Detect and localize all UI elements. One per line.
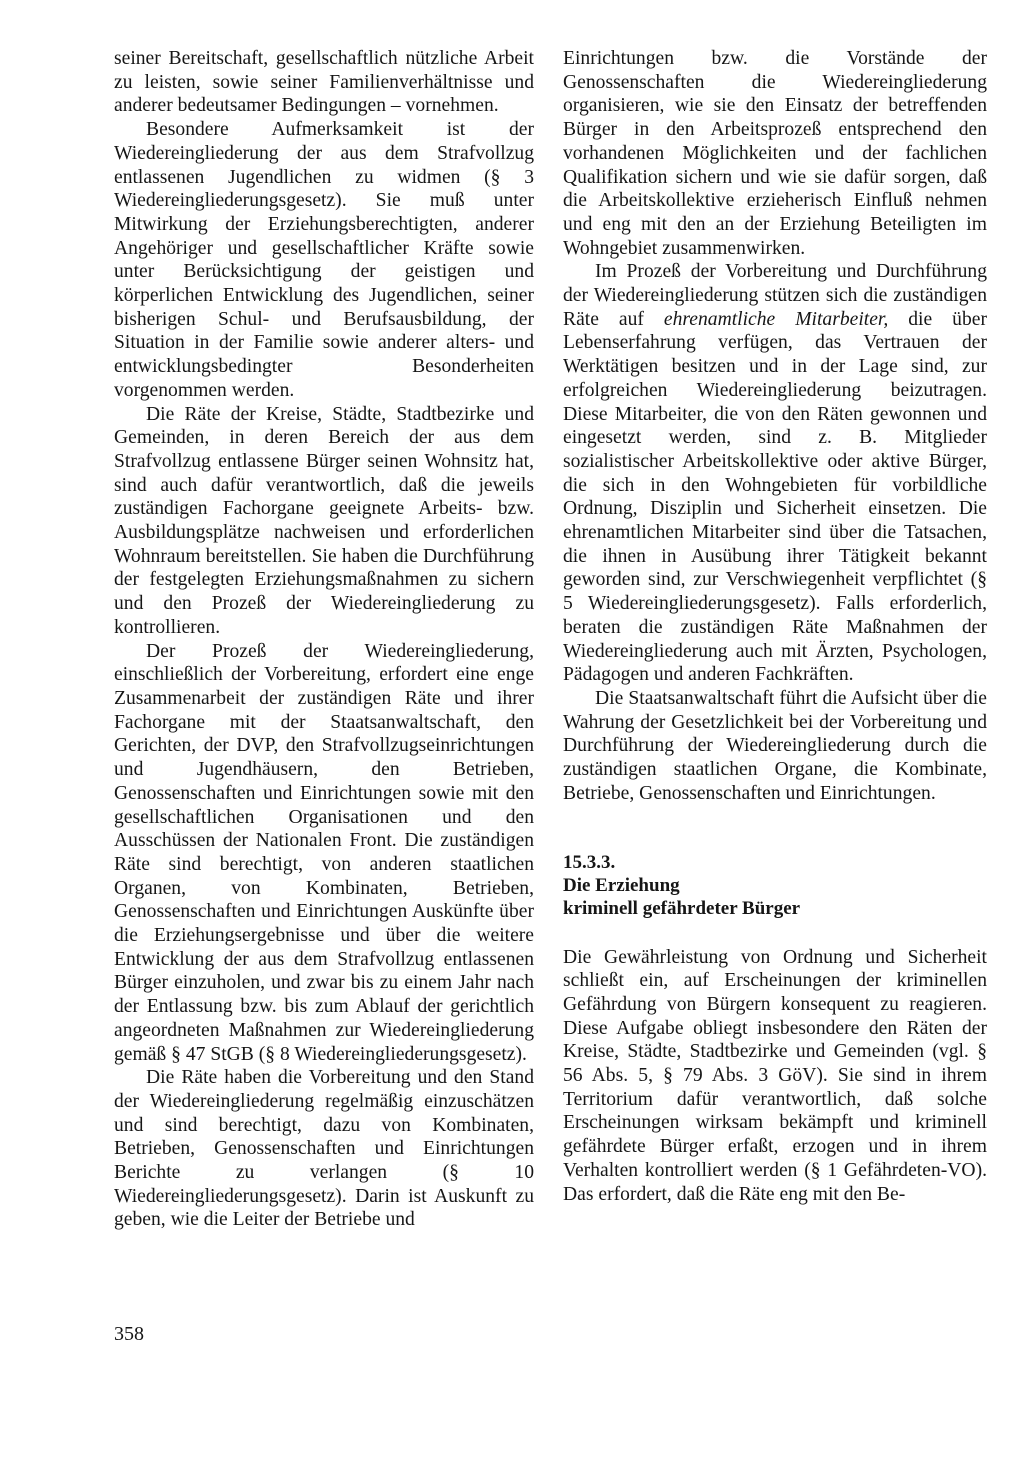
left-column [114, 47, 534, 1232]
paragraph [563, 260, 987, 687]
page-number: 358 [114, 1323, 144, 1345]
paragraph: Der Prozeß der Wiedereingliederung, einschließlich der Vorbereitung, erfordert eine enge Zusammenarbeit der zuständigen Räte und ihrer Fachorgane mit der Staatsanwaltschaft, den Gerichten, der DVP, den Strafvollzugseinrichtungen und Jugendhäusern, den Betrieben, Genossenschaften und Einrichtungen sowie mit den gesellschaftlichen Organisationen und den Ausschüssen der Nationalen Front. Die zuständigen Räte sind berechtigt, von anderen staatlichen Organen, von Kombinaten, Betrieben, Genossenschaften und Einrichtungen Auskünfte über die Erziehungsergebnisse und über die weitere Entwicklung der aus dem Strafvollzug entlassenen Bürger einzuholen, und zwar bis zu einem Jahr nach der Entlassung bzw. bis zum Ablauf der gerichtlich angeordneten Maßnahmen zur Wiedereingliederung gemäß § 47 StGB (§ 8 Wiedereingliederungsgesetz). [114, 640, 534, 1065]
paragraph: Einrichtungen bzw. die Vorstände der Genossenschaften die Wiedereingliederung organisieren, wie sie den Einsatz der betreffenden Bürger in den Arbeitsprozeß entsprechend den vorhandenen Möglichkeiten und der fachlichen Qualifikation sichern und wie sie dafür sorgen, daß die Arbeitskollektive erzieherisch Einfluß nehmen und eng mit den an der Erziehung Beteiligten im Wohngebiet zusammenwirken. [563, 48, 987, 259]
paragraph: Die Räte der Kreise, Städte, Stadtbezirke und Gemeinden, in deren Bereich der aus dem Strafvollzug entlassene Bürger seinen Wohnsitz hat, sind auch dafür verantwortlich, daß die jeweils zuständigen Fachorgane geeignete Arbeits- bzw. Ausbildungsplätze nachweisen und erforderlichen Wohnraum bereitstellen. Sie haben die Durchführung der festgelegten Erziehungsmaßnahmen zu sichern und den Prozeß der Wiedereingliederung zu kontrollieren. [114, 403, 534, 638]
section-title-line: kriminell gefährdeter Bürger [563, 897, 801, 919]
right-column [563, 47, 987, 1206]
paragraph: seiner Bereitschaft, gesellschaftlich nützliche Arbeit zu leisten, sowie seiner Familienverhältnisse und anderer bedeutsamer Bedingungen – vornehmen. [114, 48, 534, 117]
paragraph: Die Räte haben die Vorbereitung und den Stand der Wiedereingliederung regelmäßig einzuschätzen und sind berechtigt, dazu von Kombinaten, Betrieben, Genossenschaften und Einrichtungen Berichte zu verlangen (§ 10 Wiedereingliederungsgesetz). Darin ist Auskunft zu geben, wie die Leiter der Betriebe und [114, 1067, 534, 1231]
paragraph: Besondere Aufmerksamkeit ist der Wiedereingliederung der aus dem Strafvollzug entlassenen Jugendlichen zu widmen (§ 3 Wiedereingliederungsgesetz). Sie muß unter Mitwirkung der Erziehungsberechtigten, anderer Angehöriger und gesellschaftlicher Kräfte sowie unter Berücksichtigung der geistigen und körperlichen Entwicklung des Jugendlichen, seiner bisherigen Schul- und Berufsausbildung, der Situation in der Familie sowie anderer alters- und entwicklungsbedingter Besonderheiten vorgenommen werden. [114, 119, 534, 401]
paragraph: Die Staatsanwaltschaft führt die Aufsicht über die Wahrung der Gesetzlichkeit bei der Vorbereitung und Durchführung der Wiedereingliederung durch die zuständigen staatlichen Organe, die Kombinate, Betriebe, Genossenschaften und Einrichtungen. [563, 687, 987, 804]
paragraph-text: Im Prozeß der Vorbereitung und Durchführung der Wiedereingliederung stützen sich die zuständigen Räte auf [563, 261, 987, 330]
paragraph: Die Gewährleistung von Ordnung und Sicherheit schließt ein, auf Erscheinungen der kriminellen Gefährdung von Bürgern konsequent zu reagieren. Diese Aufgabe obliegt insbesondere den Räten der Kreise, Städte, Stadtbezirke und Gemeinden (vgl. § 56 Abs. 5, § 79 Abs. 3 GöV). Sie sind in ihrem Territorium dafür verantwortlich, daß solche Erscheinungen wirksam bekämpft und kriminell gefährdete Bürger erfaßt, erzogen und in ihrem Verhalten kontrolliert werden (§ 1 Gefährdeten-VO). Das erfordert, daß die Räte eng mit den Be- [563, 946, 987, 1205]
section-title-line: Die Erziehung [563, 874, 680, 896]
section-number: 15.3.3. [563, 851, 616, 873]
section-heading [563, 851, 987, 920]
emphasized-term: ehrenamtliche Mitarbeiter, [663, 308, 889, 330]
paragraph-text: die über Lebenserfahrung verfügen, das Vertrauen der Werktätigen besitzen und in der Lage sind, zur erfolgreichen Wiedereingliederung beizutragen. Diese Mitarbeiter, die von den Räten gewonnen und eingesetzt werden, sind z. B. Mitglieder sozialistischer Arbeitskollektive oder aktive Bürger, die sich in den Wohngebieten für vorbildliche Ordnung, Disziplin und Sicherheit einsetzen. Die ehrenamtlichen Mitarbeiter sind über die Tatsachen, die ihnen in Ausübung ihrer Tätigkeit bekannt geworden sind, zur Verschwiegenheit verpflichtet (§ 5 Wiedereingliederungsgesetz). Falls erforderlich, beraten die zuständigen Räte Maßnahmen der Wiedereingliederung auch mit Ärzten, Psychologen, Pädagogen und anderen Fachkräften. [563, 308, 987, 686]
